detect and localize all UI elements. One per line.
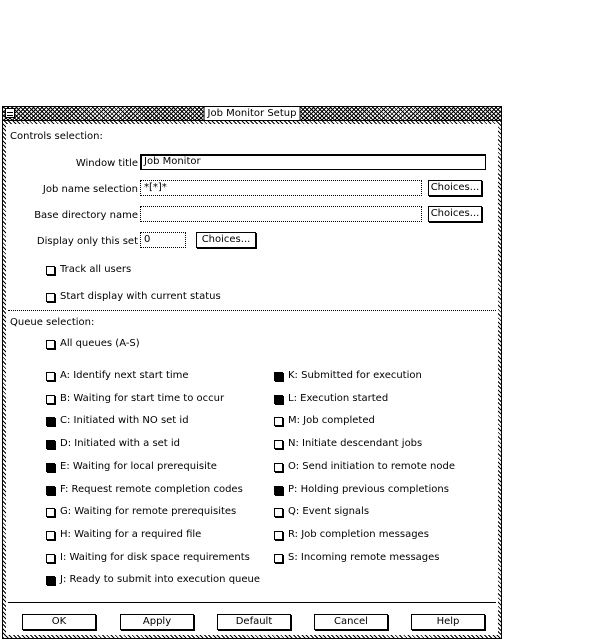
job-name-selection-field[interactable]: *[*]* bbox=[140, 180, 422, 196]
queue-label: L: Execution started bbox=[288, 392, 389, 404]
all-queues-checkbox[interactable] bbox=[46, 340, 55, 349]
base-directory-field[interactable] bbox=[140, 206, 422, 222]
job-monitor-setup-dialog bbox=[2, 106, 502, 639]
queue-label: G: Waiting for remote prerequisites bbox=[60, 506, 237, 518]
queue-label: O: Send initiation to remote node bbox=[288, 460, 455, 472]
ok-button[interactable]: OK bbox=[22, 614, 96, 630]
queue-checkbox[interactable] bbox=[274, 554, 283, 563]
window-title-field[interactable]: Job Monitor bbox=[140, 154, 486, 170]
queue-label: H: Waiting for a required file bbox=[60, 528, 202, 540]
base-directory-choices-button[interactable]: Choices... bbox=[428, 206, 482, 222]
queue-label: B: Waiting for start time to occur bbox=[60, 392, 225, 404]
queue-label: M: Job completed bbox=[288, 415, 375, 427]
default-button[interactable]: Default bbox=[217, 614, 291, 630]
track-all-users-label: Track all users bbox=[60, 264, 132, 275]
queue-checkbox[interactable] bbox=[274, 508, 283, 517]
window-menu-icon[interactable] bbox=[5, 108, 15, 118]
display-set-label: Display only this set bbox=[36, 236, 138, 247]
queue-checkbox[interactable] bbox=[274, 417, 283, 426]
queue-label: E: Waiting for local prerequisite bbox=[60, 460, 217, 472]
queue-checkbox[interactable] bbox=[46, 554, 55, 563]
queue-label: F: Request remote completion codes bbox=[60, 483, 243, 495]
section-divider bbox=[8, 310, 496, 311]
queue-checkbox[interactable] bbox=[46, 440, 55, 449]
start-display-checkbox[interactable] bbox=[46, 293, 55, 302]
display-set-choices-button[interactable]: Choices... bbox=[196, 232, 256, 248]
queue-checkbox[interactable] bbox=[46, 531, 55, 540]
queue-label: J: Ready to submit into execution queue bbox=[60, 574, 261, 586]
queue-label: D: Initiated with a set id bbox=[60, 438, 181, 450]
all-queues-label: All queues (A-S) bbox=[60, 338, 140, 349]
queue-checkbox[interactable] bbox=[274, 486, 283, 495]
title-bar[interactable] bbox=[3, 107, 501, 121]
cancel-button[interactable]: Cancel bbox=[314, 614, 388, 630]
window-title: Job Monitor Setup bbox=[204, 107, 301, 120]
queue-checkbox[interactable] bbox=[46, 576, 55, 585]
queue-label: I: Waiting for disk space requirements bbox=[60, 551, 250, 563]
queue-checkbox[interactable] bbox=[46, 417, 55, 426]
job-name-selection-label: Job name selection bbox=[42, 184, 138, 195]
track-all-users-checkbox[interactable] bbox=[46, 266, 55, 275]
help-button[interactable]: Help bbox=[411, 614, 485, 630]
queue-checkbox[interactable] bbox=[46, 372, 55, 381]
queue-label: N: Initiate descendant jobs bbox=[288, 438, 423, 450]
dialog-content bbox=[8, 124, 496, 634]
queue-label: K: Submitted for execution bbox=[288, 370, 422, 381]
window-title-label: Window title bbox=[75, 158, 138, 169]
queue-checkbox[interactable] bbox=[274, 372, 283, 381]
queue-label: A: Identify next start time bbox=[60, 370, 189, 381]
queue-checkbox[interactable] bbox=[46, 508, 55, 517]
queue-label: Q: Event signals bbox=[288, 506, 370, 518]
queue-checkbox[interactable] bbox=[46, 486, 55, 495]
queue-checkbox[interactable] bbox=[274, 440, 283, 449]
controls-section-label: Controls selection: bbox=[10, 131, 103, 142]
display-set-field[interactable]: 0 bbox=[140, 232, 186, 248]
queue-checkbox[interactable] bbox=[46, 463, 55, 472]
queue-label: R: Job completion messages bbox=[288, 528, 429, 540]
queue-checkbox[interactable] bbox=[274, 531, 283, 540]
base-directory-label: Base directory name bbox=[34, 210, 138, 221]
queue-label: C: Initiated with NO set id bbox=[60, 415, 189, 427]
queue-label: P: Holding previous completions bbox=[288, 483, 449, 495]
queue-checkbox[interactable] bbox=[274, 463, 283, 472]
queue-section-label: Queue selection: bbox=[10, 317, 95, 328]
apply-button[interactable]: Apply bbox=[120, 614, 194, 630]
queue-label: S: Incoming remote messages bbox=[288, 551, 440, 563]
start-display-label: Start display with current status bbox=[60, 291, 221, 302]
job-name-choices-button[interactable]: Choices... bbox=[428, 180, 482, 196]
queue-checkbox[interactable] bbox=[46, 395, 55, 404]
queue-checkbox[interactable] bbox=[274, 395, 283, 404]
